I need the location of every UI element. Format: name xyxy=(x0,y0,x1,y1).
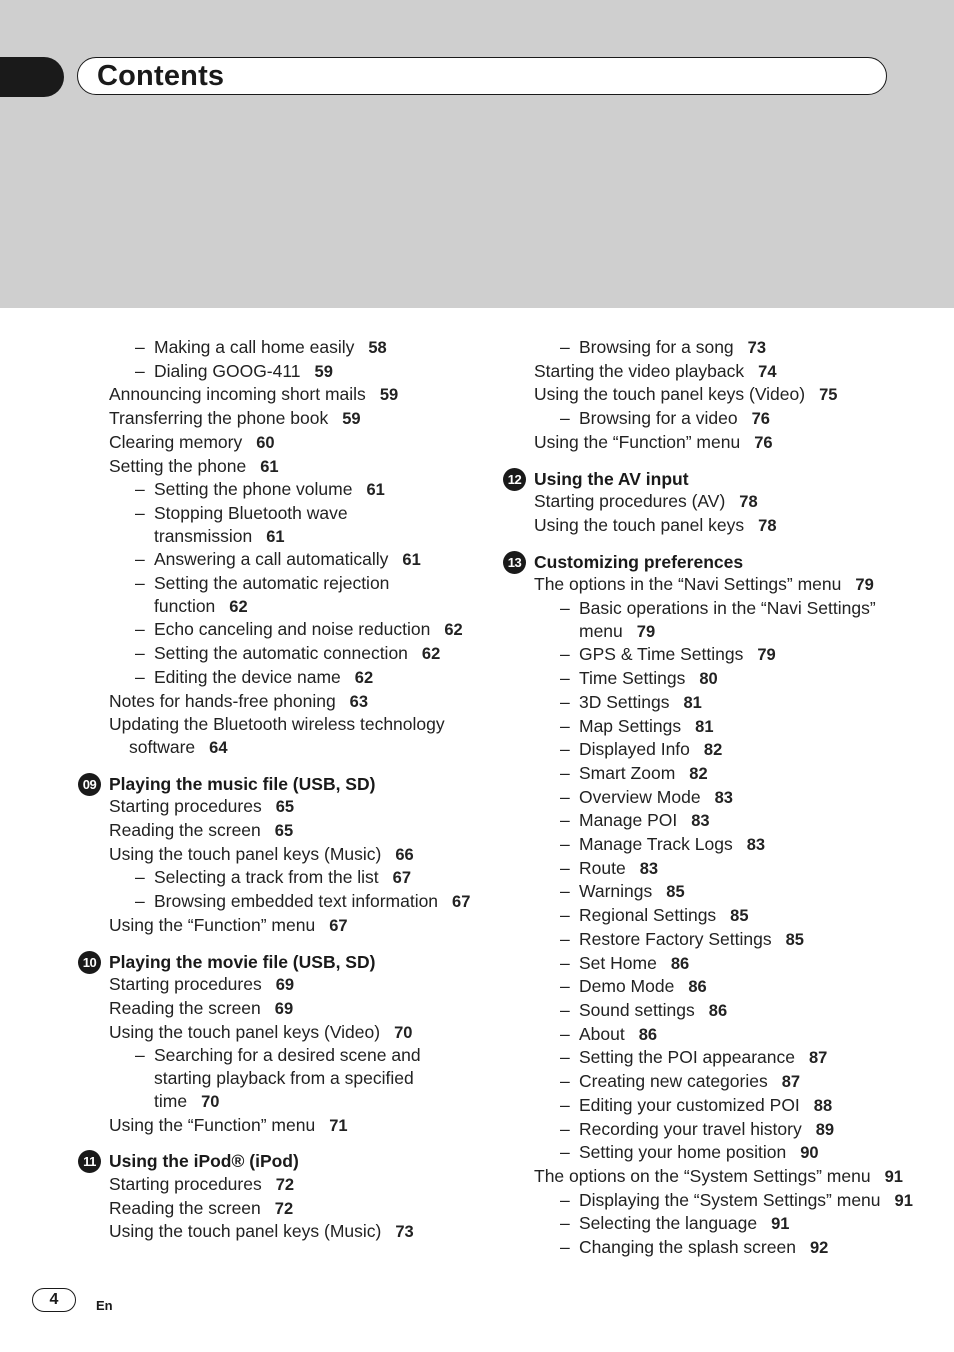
page-ref: 59 xyxy=(314,362,333,381)
toc-subentry[interactable] xyxy=(503,1212,923,1236)
dash-bullet: – xyxy=(560,715,570,736)
toc-entry[interactable] xyxy=(78,713,478,759)
dash-bullet: – xyxy=(560,598,570,619)
page-ref: 83 xyxy=(746,836,766,855)
dash-bullet: – xyxy=(560,408,570,429)
entry-title: Warnings xyxy=(579,881,653,902)
dash-bullet: – xyxy=(135,1045,145,1066)
entry-title: Recording your travel history xyxy=(579,1118,802,1139)
toc-subentry[interactable] xyxy=(503,999,923,1023)
page-ref: 79 xyxy=(855,576,874,595)
entry-title: Notes for hands-free phoning xyxy=(109,690,336,711)
page-ref: 82 xyxy=(703,741,723,760)
dash-bullet: – xyxy=(560,786,570,807)
section-title: Playing the movie file (USB, SD) xyxy=(109,951,376,972)
page-ref: 82 xyxy=(689,764,708,783)
toc-subentry[interactable] xyxy=(78,866,478,890)
toc-subentry[interactable] xyxy=(78,642,478,666)
page-ref: 70 xyxy=(394,1023,413,1042)
toc-subentry[interactable] xyxy=(503,1118,923,1142)
section-title: Customizing preferences xyxy=(534,551,744,572)
toc-subentry[interactable] xyxy=(503,928,923,952)
page-ref: 62 xyxy=(354,668,374,687)
entry-title: Basic operations in the “Navi Settings” menu xyxy=(579,598,876,641)
entry-title: Displaying the “System Settings” menu xyxy=(579,1189,881,1210)
page-ref: 85 xyxy=(730,907,749,926)
page-title: Contents xyxy=(97,60,225,92)
entry-title: Starting procedures (AV) xyxy=(534,491,726,512)
page-ref: 79 xyxy=(636,622,656,641)
dash-bullet: – xyxy=(560,762,570,783)
toc-subentry[interactable] xyxy=(503,762,923,786)
toc-subentry[interactable] xyxy=(503,597,923,643)
page-ref: 67 xyxy=(452,893,471,912)
entry-title: Overview Mode xyxy=(579,786,701,807)
entry-title: Editing your customized POI xyxy=(579,1094,800,1115)
toc-subentry[interactable] xyxy=(503,833,923,857)
section-title: Using the AV input xyxy=(534,468,689,489)
dash-bullet: – xyxy=(560,928,570,949)
toc-subentry[interactable] xyxy=(78,548,478,572)
dash-bullet: – xyxy=(560,1237,570,1258)
page-ref: 62 xyxy=(421,645,441,664)
section-title: Using the iPod® (iPod) xyxy=(109,1151,299,1172)
entry-title: Setting the POI appearance xyxy=(579,1047,795,1068)
page-ref: 87 xyxy=(781,1073,801,1092)
toc-entry[interactable] xyxy=(78,690,478,714)
entry-title: Set Home xyxy=(579,952,657,973)
page-ref: 91 xyxy=(884,1167,903,1186)
entry-title: Editing the device name xyxy=(154,666,341,687)
dash-bullet: – xyxy=(135,619,145,640)
toc-section-heading[interactable] xyxy=(503,551,923,574)
toc-section-heading[interactable] xyxy=(78,1150,478,1173)
dash-bullet: – xyxy=(560,1142,570,1163)
dash-bullet: – xyxy=(560,952,570,973)
entry-title: Using the touch panel keys (Music) xyxy=(109,1221,382,1242)
dash-bullet: – xyxy=(135,360,145,381)
dash-bullet: – xyxy=(560,1071,570,1092)
page-ref: 83 xyxy=(714,788,733,807)
entry-title: Starting the video playback xyxy=(534,360,745,381)
toc-subentry[interactable] xyxy=(78,360,478,384)
toc-subentry[interactable] xyxy=(503,715,923,739)
toc-entry[interactable] xyxy=(78,795,478,819)
dash-bullet: – xyxy=(135,479,145,500)
page-ref: 86 xyxy=(688,978,707,997)
dash-bullet: – xyxy=(560,1047,570,1068)
page-ref: 59 xyxy=(379,386,399,405)
entry-title: Transferring the phone book xyxy=(109,408,329,429)
header-band xyxy=(0,0,954,308)
page-ref: 85 xyxy=(785,930,804,949)
entry-title: Smart Zoom xyxy=(579,762,676,783)
entry-title: Displayed Info xyxy=(579,739,690,760)
entry-title: Changing the splash screen xyxy=(579,1237,796,1258)
page-ref: 74 xyxy=(758,362,777,381)
entry-title: Using the touch panel keys (Music) xyxy=(109,843,382,864)
chapter-number-badge: 09 xyxy=(78,773,101,796)
section-title: Playing the music file (USB, SD) xyxy=(109,773,376,794)
toc-entry[interactable] xyxy=(78,1220,478,1244)
toc-subentry[interactable] xyxy=(78,336,478,360)
dash-bullet: – xyxy=(560,1213,570,1234)
entry-title: Using the “Function” menu xyxy=(109,1114,316,1135)
entry-title: Using the touch panel keys xyxy=(534,514,745,535)
entry-title: Using the “Function” menu xyxy=(109,914,316,935)
page-ref: 81 xyxy=(683,693,702,712)
toc-subentry[interactable] xyxy=(503,643,923,667)
page-ref: 85 xyxy=(666,883,685,902)
header-tab xyxy=(0,57,64,97)
entry-title: Restore Factory Settings xyxy=(579,928,772,949)
page-ref: 69 xyxy=(274,999,294,1018)
toc-entry[interactable] xyxy=(78,843,478,867)
toc-subentry[interactable] xyxy=(78,478,478,502)
page-ref: 61 xyxy=(260,457,279,476)
toc-entry[interactable] xyxy=(503,431,923,455)
entry-title: Answering a call automatically xyxy=(154,549,389,570)
page-ref: 73 xyxy=(395,1223,414,1242)
page-ref: 66 xyxy=(395,845,414,864)
toc-entry[interactable] xyxy=(503,490,923,514)
page-ref: 67 xyxy=(329,916,348,935)
toc-subentry[interactable] xyxy=(503,667,923,691)
page-ref: 88 xyxy=(813,1096,833,1115)
dash-bullet: – xyxy=(560,857,570,878)
entry-title: Setting the phone volume xyxy=(154,479,353,500)
entry-title: Setting your home position xyxy=(579,1142,787,1163)
page-ref: 63 xyxy=(349,692,369,711)
toc-entry[interactable] xyxy=(78,997,478,1021)
entry-title: Browsing for a song xyxy=(579,337,734,357)
dash-bullet: – xyxy=(560,739,570,760)
dash-bullet: – xyxy=(135,891,145,912)
page-ref: 86 xyxy=(670,954,690,973)
page-ref: 72 xyxy=(275,1175,295,1194)
toc-entry[interactable] xyxy=(78,914,478,938)
dash-bullet: – xyxy=(560,668,570,689)
entry-title: Stopping Bluetooth wave transmission xyxy=(154,502,348,546)
page-ref: 80 xyxy=(699,670,718,689)
entry-title: Setting the automatic rejection function xyxy=(154,573,390,616)
toc-entry[interactable] xyxy=(78,1197,478,1221)
page-ref: 76 xyxy=(751,410,770,429)
entry-title: Starting procedures xyxy=(109,796,262,817)
entry-title: Browsing embedded text information xyxy=(154,891,439,912)
toc-entry[interactable] xyxy=(78,407,478,431)
entry-title: 3D Settings xyxy=(579,691,670,712)
page-ref: 69 xyxy=(275,976,295,995)
entry-title: Sound settings xyxy=(579,999,695,1020)
dash-bullet: – xyxy=(560,999,570,1020)
page-ref: 61 xyxy=(366,481,385,500)
dash-bullet: – xyxy=(560,905,570,926)
toc-subentry[interactable] xyxy=(78,1044,478,1113)
page-ref: 60 xyxy=(256,433,275,452)
dash-bullet: – xyxy=(135,337,145,357)
entry-title: Echo canceling and noise reduction xyxy=(154,619,431,640)
chapter-number-badge: 12 xyxy=(503,468,526,491)
entry-title: Setting the phone xyxy=(109,455,247,476)
entry-title: Searching for a desired scene and starting playback from a specified time xyxy=(154,1045,421,1111)
entry-title: Using the “Function” menu xyxy=(534,431,741,452)
toc-entry[interactable] xyxy=(503,360,923,384)
page-ref: 72 xyxy=(274,1199,294,1218)
page-ref: 65 xyxy=(275,798,295,817)
entry-title: Creating new categories xyxy=(579,1071,768,1092)
page-ref: 83 xyxy=(691,812,710,831)
toc-entry[interactable] xyxy=(503,573,923,597)
toc-subentry[interactable] xyxy=(503,786,923,810)
entry-title: Browsing for a video xyxy=(579,408,738,429)
dash-bullet: – xyxy=(560,1189,570,1210)
toc-entry[interactable] xyxy=(78,431,478,455)
toc-subentry[interactable] xyxy=(503,809,923,833)
page-ref: 75 xyxy=(819,386,838,405)
entry-title: GPS & Time Settings xyxy=(579,644,744,665)
entry-title: Time Settings xyxy=(579,668,686,689)
entry-title: Manage Track Logs xyxy=(579,834,733,855)
dash-bullet: – xyxy=(560,881,570,902)
toc-subentry[interactable] xyxy=(503,336,923,360)
entry-title: Reading the screen xyxy=(109,820,261,841)
toc-entry[interactable] xyxy=(78,1173,478,1197)
page-ref: 76 xyxy=(754,433,773,452)
toc-entry[interactable] xyxy=(78,973,478,997)
page-ref: 61 xyxy=(266,527,285,546)
entry-title: Using the touch panel keys (Video) xyxy=(534,384,806,405)
toc-subentry[interactable] xyxy=(503,1070,923,1094)
toc-subentry[interactable] xyxy=(503,1023,923,1047)
toc-subentry[interactable] xyxy=(78,572,478,618)
toc-subentry[interactable] xyxy=(503,1236,923,1260)
dash-bullet: – xyxy=(560,810,570,831)
page-ref: 58 xyxy=(368,339,387,357)
dash-bullet: – xyxy=(560,691,570,712)
page-ref: 90 xyxy=(800,1144,819,1163)
entry-title: Updating the Bluetooth wireless technology software xyxy=(109,714,445,757)
dash-bullet: – xyxy=(560,1118,570,1139)
dash-bullet: – xyxy=(560,1023,570,1044)
entry-title: Making a call home easily xyxy=(154,337,355,357)
entry-title: About xyxy=(579,1023,625,1044)
entry-title: Manage POI xyxy=(579,810,678,831)
page-ref: 89 xyxy=(815,1120,835,1139)
entry-title: Starting procedures xyxy=(109,1173,262,1194)
chapter-number-badge: 11 xyxy=(78,1150,101,1173)
dash-bullet: – xyxy=(560,834,570,855)
chapter-number-badge: 10 xyxy=(78,951,101,974)
dash-bullet: – xyxy=(135,549,145,570)
dash-bullet: – xyxy=(560,337,570,357)
page-ref: 62 xyxy=(444,621,463,640)
page-ref: 79 xyxy=(757,646,776,665)
toc-entry[interactable] xyxy=(78,1021,478,1045)
toc-subentry[interactable] xyxy=(78,502,478,548)
dash-bullet: – xyxy=(560,1094,570,1115)
toc-column-left xyxy=(78,336,478,1244)
toc-subentry[interactable] xyxy=(503,904,923,928)
toc-section-heading[interactable] xyxy=(503,468,923,491)
entry-title: Reading the screen xyxy=(109,1197,261,1218)
dash-bullet: – xyxy=(135,643,145,664)
language-label: En xyxy=(96,1298,113,1313)
toc-subentry[interactable] xyxy=(78,618,478,642)
entry-title: The options in the “Navi Settings” menu xyxy=(534,574,842,595)
entry-title: Clearing memory xyxy=(109,431,243,452)
page-ref: 70 xyxy=(201,1092,220,1111)
dash-bullet: – xyxy=(135,502,145,523)
entry-title: The options on the “System Settings” menu xyxy=(534,1165,871,1186)
page-ref: 67 xyxy=(392,869,412,888)
page-ref: 86 xyxy=(708,1001,728,1020)
toc-entry[interactable] xyxy=(78,819,478,843)
page-ref: 62 xyxy=(229,597,248,616)
toc-section-heading[interactable] xyxy=(78,951,478,974)
toc-subentry[interactable] xyxy=(78,890,478,914)
entry-title: Announcing incoming short mails xyxy=(109,384,366,405)
toc-entry[interactable] xyxy=(78,383,478,407)
entry-title: Starting procedures xyxy=(109,974,262,995)
dash-bullet: – xyxy=(135,666,145,687)
toc-entry[interactable] xyxy=(503,383,923,407)
page-ref: 92 xyxy=(809,1239,829,1258)
entry-title: Demo Mode xyxy=(579,976,675,997)
page-ref: 86 xyxy=(638,1025,658,1044)
page-ref: 91 xyxy=(771,1215,790,1234)
page-ref: 81 xyxy=(695,717,714,736)
page-ref: 71 xyxy=(329,1116,348,1135)
entry-title: Setting the automatic connection xyxy=(154,643,408,664)
page-ref: 78 xyxy=(758,516,777,535)
entry-title: Route xyxy=(579,857,626,878)
toc-subentry[interactable] xyxy=(503,407,923,431)
toc-entry[interactable] xyxy=(78,1114,478,1138)
page-ref: 78 xyxy=(739,493,758,512)
page-ref: 87 xyxy=(808,1049,828,1068)
chapter-number-badge: 13 xyxy=(503,551,526,574)
entry-title: Map Settings xyxy=(579,715,682,736)
toc-subentry[interactable] xyxy=(503,1189,923,1213)
page-ref: 91 xyxy=(894,1191,913,1210)
entry-title: Selecting the language xyxy=(579,1213,758,1234)
entry-title: Regional Settings xyxy=(579,905,717,926)
toc-subentry[interactable] xyxy=(503,880,923,904)
toc-section-heading[interactable] xyxy=(78,773,478,796)
entry-title: Dialing GOOG-411 xyxy=(154,360,301,381)
toc-subentry[interactable] xyxy=(78,666,478,690)
dash-bullet: – xyxy=(560,644,570,665)
page-ref: 61 xyxy=(402,551,421,570)
toc-column-right xyxy=(503,336,923,1260)
toc-subentry[interactable] xyxy=(503,857,923,881)
toc-subentry[interactable] xyxy=(503,691,923,715)
dash-bullet: – xyxy=(135,867,145,888)
toc-entry[interactable] xyxy=(503,1165,923,1189)
page-ref: 64 xyxy=(209,738,228,757)
dash-bullet: – xyxy=(135,573,145,594)
page-ref: 65 xyxy=(274,822,294,841)
toc-entry[interactable] xyxy=(78,455,478,479)
toc-subentry[interactable] xyxy=(503,738,923,762)
entry-title: Reading the screen xyxy=(109,997,261,1018)
page-ref: 83 xyxy=(639,859,659,878)
entry-title: Selecting a track from the list xyxy=(154,867,379,888)
toc-subentry[interactable] xyxy=(503,952,923,976)
toc-entry[interactable] xyxy=(503,514,923,538)
page-ref: 73 xyxy=(747,339,767,357)
page-ref: 59 xyxy=(342,410,361,429)
toc-subentry[interactable] xyxy=(503,1141,923,1165)
toc-subentry[interactable] xyxy=(503,1094,923,1118)
toc-subentry[interactable] xyxy=(503,975,923,999)
toc-subentry[interactable] xyxy=(503,1046,923,1070)
page-number: 4 xyxy=(32,1288,76,1312)
dash-bullet: – xyxy=(560,976,570,997)
entry-title: Using the touch panel keys (Video) xyxy=(109,1021,381,1042)
